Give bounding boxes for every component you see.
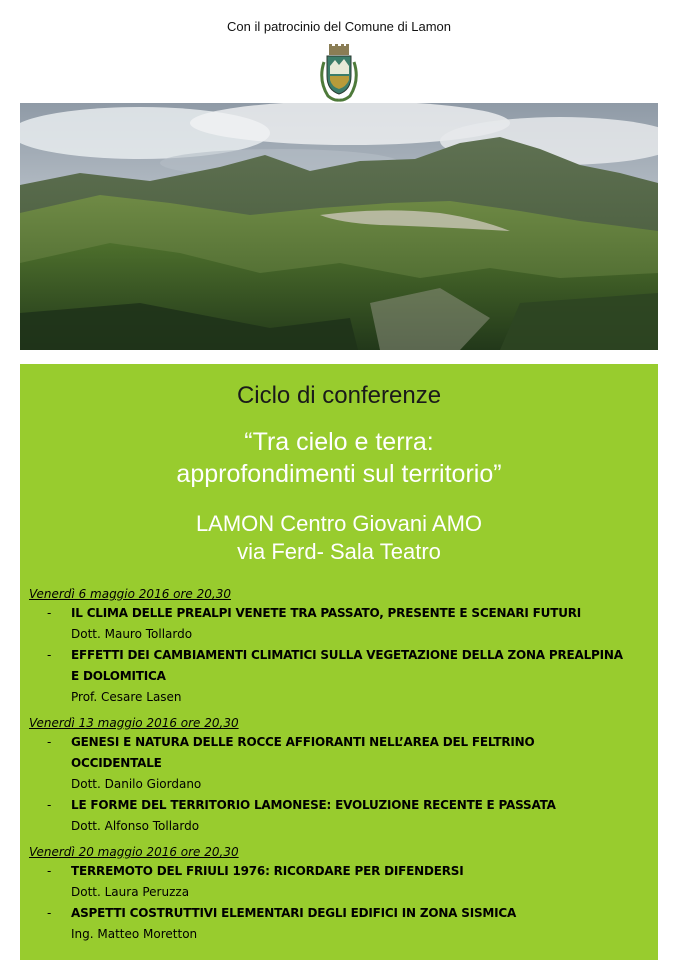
list-dash: - — [47, 606, 52, 620]
talk-title: EFFETTI DEI CAMBIAMENTI CLIMATICI SULLA VEGETAZIONE DELLA ZONA PREALPINA E DOLOMITICA — [71, 648, 623, 683]
venue — [20, 510, 658, 566]
list-dash: - — [47, 648, 52, 662]
conference-title-line-2: approfondimenti sul territorio” — [176, 460, 502, 488]
talk-speaker: Dott. Alfonso Tollardo — [71, 819, 200, 833]
talk — [29, 603, 649, 645]
coat-of-arms-icon — [318, 44, 360, 102]
session — [29, 586, 649, 708]
talk-title: LE FORME DEL TERRITORIO LAMONESE: EVOLUZIONE RECENTE E PASSATA — [71, 798, 556, 812]
conference-title-line-1: “Tra cielo e terra: — [244, 428, 434, 456]
talk-title: GENESI E NATURA DELLE ROCCE AFFIORANTI NELL’AREA DEL FELTRINO OCCIDENTALE — [71, 735, 535, 770]
landscape-photo — [20, 103, 658, 350]
session-date: Venerdì 20 maggio 2016 ore 20,30 — [29, 845, 239, 859]
program — [29, 586, 649, 952]
cycle-heading: Ciclo di conferenze — [236, 382, 442, 409]
session-date: Venerdì 13 maggio 2016 ore 20,30 — [29, 716, 239, 730]
talk-title: IL CLIMA DELLE PREALPI VENETE TRA PASSATO, PRESENTE E SCENARI FUTURI — [71, 606, 582, 620]
session-date: Venerdì 6 maggio 2016 ore 20,30 — [29, 587, 231, 601]
list-dash: - — [47, 798, 52, 812]
talk-speaker: Dott. Mauro Tollardo — [71, 627, 193, 641]
list-dash: - — [47, 864, 52, 878]
talk-speaker: Ing. Matteo Moretton — [71, 927, 198, 941]
session — [29, 844, 649, 945]
talk-title: TERREMOTO DEL FRIULI 1976: RICORDARE PER DIFENDERSI — [71, 864, 464, 878]
talk — [29, 903, 649, 945]
list-dash: - — [47, 735, 52, 749]
patronage-line: Con il patrocinio del Comune di Lamon — [226, 19, 451, 34]
talk-speaker: Dott. Danilo Giordano — [71, 777, 202, 791]
talk — [29, 645, 649, 708]
conference-title — [20, 426, 658, 490]
talk — [29, 795, 649, 837]
conference-panel — [20, 364, 658, 960]
venue-line-2: via Ferd- Sala Teatro — [237, 539, 441, 564]
talk-speaker: Dott. Laura Peruzza — [71, 885, 190, 899]
venue-line-1: LAMON Centro Giovani AMO — [195, 511, 483, 536]
talk-speaker: Prof. Cesare Lasen — [71, 690, 182, 704]
list-dash: - — [47, 906, 52, 920]
talk — [29, 732, 649, 795]
talk — [29, 861, 649, 903]
talk-title: ASPETTI COSTRUTTIVI ELEMENTARI DEGLI EDIFICI IN ZONA SISMICA — [71, 906, 517, 920]
session — [29, 715, 649, 837]
